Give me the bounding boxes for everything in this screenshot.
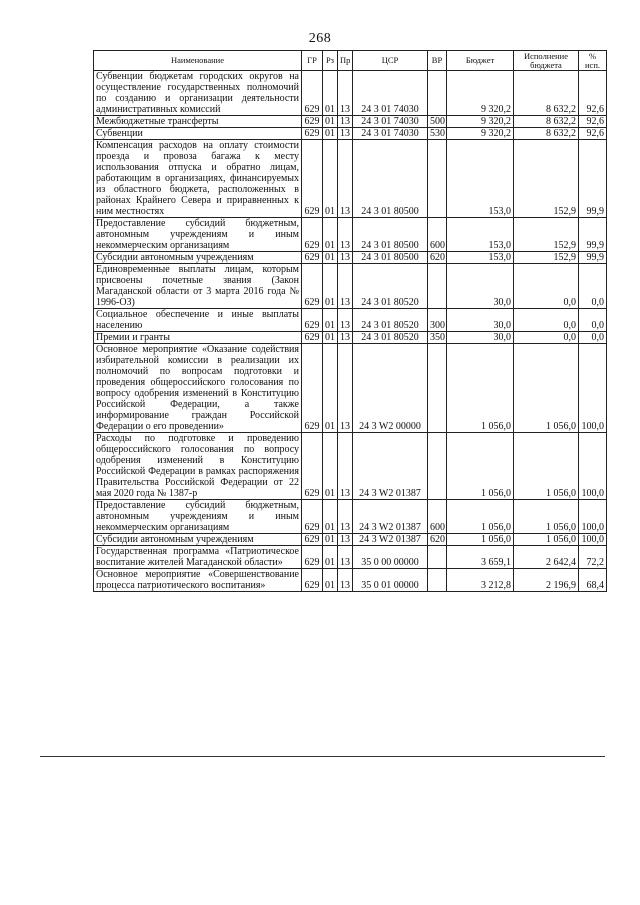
table-body xyxy=(94,71,607,592)
col-header-execution: Исполнение бюджета xyxy=(514,51,579,71)
cell-percent: 100,0 xyxy=(579,534,607,546)
cell-rz: 01 xyxy=(323,309,338,332)
cell-name: Премии и гранты xyxy=(94,332,302,344)
table-row xyxy=(94,546,607,569)
cell-csr: 24 3 W2 00000 xyxy=(353,344,428,433)
col-header-percent: % исп. xyxy=(579,51,607,71)
cell-pr: 13 xyxy=(338,128,353,140)
cell-rz: 01 xyxy=(323,569,338,592)
cell-name: Основное мероприятие «Совершенствование процесса патриотического воспитания» xyxy=(94,569,302,592)
cell-budget: 9 320,2 xyxy=(447,71,514,116)
cell-csr: 35 0 00 00000 xyxy=(353,546,428,569)
cell-pr: 13 xyxy=(338,569,353,592)
table-row xyxy=(94,344,607,433)
cell-name: Государственная программа «Патриотическое воспитание жителей Магаданской области» xyxy=(94,546,302,569)
cell-name: Предоставление субсидий бюджетным, автономным учреждениям и иным некоммерческим организациям xyxy=(94,218,302,252)
cell-budget: 1 056,0 xyxy=(447,534,514,546)
cell-gr: 629 xyxy=(302,500,323,534)
cell-percent: 72,2 xyxy=(579,546,607,569)
cell-gr: 629 xyxy=(302,252,323,264)
cell-rz: 01 xyxy=(323,71,338,116)
table-row xyxy=(94,534,607,546)
cell-gr: 629 xyxy=(302,140,323,218)
cell-csr: 24 3 01 80500 xyxy=(353,218,428,252)
cell-percent: 92,6 xyxy=(579,116,607,128)
cell-csr: 24 3 01 80500 xyxy=(353,252,428,264)
cell-pr: 13 xyxy=(338,140,353,218)
col-header-pr: Пр xyxy=(338,51,353,71)
cell-vr: 600 xyxy=(428,218,447,252)
cell-gr: 629 xyxy=(302,332,323,344)
cell-pr: 13 xyxy=(338,264,353,309)
cell-vr: 500 xyxy=(428,116,447,128)
cell-percent: 100,0 xyxy=(579,433,607,500)
cell-vr xyxy=(428,569,447,592)
col-header-vr: ВР xyxy=(428,51,447,71)
cell-percent: 92,6 xyxy=(579,71,607,116)
table-row xyxy=(94,218,607,252)
cell-execution: 8 632,2 xyxy=(514,116,579,128)
cell-execution: 8 632,2 xyxy=(514,128,579,140)
cell-pr: 13 xyxy=(338,500,353,534)
cell-vr xyxy=(428,344,447,433)
cell-gr: 629 xyxy=(302,116,323,128)
cell-gr: 629 xyxy=(302,264,323,309)
cell-rz: 01 xyxy=(323,252,338,264)
cell-rz: 01 xyxy=(323,332,338,344)
col-header-budget: Бюджет xyxy=(447,51,514,71)
col-header-rz: Рз xyxy=(323,51,338,71)
cell-name: Субвенции бюджетам городских округов на осуществление государственных полномочий по созданию и организации деятельности административных комиссий xyxy=(94,71,302,116)
cell-vr xyxy=(428,264,447,309)
table-row xyxy=(94,252,607,264)
cell-csr: 35 0 01 00000 xyxy=(353,569,428,592)
cell-gr: 629 xyxy=(302,309,323,332)
cell-rz: 01 xyxy=(323,128,338,140)
cell-vr: 620 xyxy=(428,534,447,546)
cell-percent: 0,0 xyxy=(579,332,607,344)
cell-gr: 629 xyxy=(302,344,323,433)
col-header-gr: ГР xyxy=(302,51,323,71)
cell-execution: 1 056,0 xyxy=(514,500,579,534)
cell-execution: 0,0 xyxy=(514,309,579,332)
col-header-csr: ЦСР xyxy=(353,51,428,71)
cell-rz: 01 xyxy=(323,500,338,534)
cell-execution: 1 056,0 xyxy=(514,344,579,433)
cell-execution: 152,9 xyxy=(514,140,579,218)
cell-vr: 620 xyxy=(428,252,447,264)
cell-csr: 24 3 W2 01387 xyxy=(353,534,428,546)
table-row xyxy=(94,433,607,500)
table-row xyxy=(94,140,607,218)
cell-gr: 629 xyxy=(302,71,323,116)
cell-vr xyxy=(428,546,447,569)
cell-execution: 0,0 xyxy=(514,264,579,309)
cell-name: Субсидии автономным учреждениям xyxy=(94,534,302,546)
cell-percent: 0,0 xyxy=(579,309,607,332)
cell-pr: 13 xyxy=(338,344,353,433)
table-row xyxy=(94,264,607,309)
cell-pr: 13 xyxy=(338,116,353,128)
cell-budget: 1 056,0 xyxy=(447,433,514,500)
cell-vr: 600 xyxy=(428,500,447,534)
cell-percent: 100,0 xyxy=(579,344,607,433)
cell-vr: 530 xyxy=(428,128,447,140)
cell-csr: 24 3 01 74030 xyxy=(353,128,428,140)
cell-budget: 9 320,2 xyxy=(447,116,514,128)
cell-pr: 13 xyxy=(338,71,353,116)
cell-csr: 24 3 01 80520 xyxy=(353,309,428,332)
cell-gr: 629 xyxy=(302,546,323,569)
table-row xyxy=(94,500,607,534)
cell-budget: 1 056,0 xyxy=(447,344,514,433)
cell-pr: 13 xyxy=(338,546,353,569)
cell-rz: 01 xyxy=(323,116,338,128)
cell-gr: 629 xyxy=(302,569,323,592)
footer-divider xyxy=(40,756,605,757)
cell-name: Межбюджетные трансферты xyxy=(94,116,302,128)
cell-rz: 01 xyxy=(323,218,338,252)
cell-csr: 24 3 W2 01387 xyxy=(353,433,428,500)
cell-vr: 300 xyxy=(428,309,447,332)
cell-name: Субсидии автономным учреждениям xyxy=(94,252,302,264)
cell-budget: 153,0 xyxy=(447,252,514,264)
cell-percent: 68,4 xyxy=(579,569,607,592)
cell-budget: 153,0 xyxy=(447,140,514,218)
cell-percent: 0,0 xyxy=(579,264,607,309)
cell-name: Расходы по подготовке и проведению общероссийского голосования по вопросу одобрения изменений в Конституцию Российской Федерации в рамках распоряжения Правительства Российской Федерации от 22 мая 2020 года № 1387-р xyxy=(94,433,302,500)
cell-percent: 99,9 xyxy=(579,252,607,264)
cell-percent: 100,0 xyxy=(579,500,607,534)
cell-budget: 3 212,8 xyxy=(447,569,514,592)
cell-name: Основное мероприятие «Оказание содействия избирательной комиссии в реализации их полномочий по вопросам подготовки и проведения общероссийского голосования по вопросу одобрения изменений в Конституцию Российской Федерации, а также информирование граждан Российской Федерации о его проведении» xyxy=(94,344,302,433)
cell-budget: 153,0 xyxy=(447,218,514,252)
cell-csr: 24 3 01 80520 xyxy=(353,332,428,344)
page-number: 268 xyxy=(308,31,332,46)
cell-percent: 99,9 xyxy=(579,140,607,218)
cell-budget: 3 659,1 xyxy=(447,546,514,569)
cell-vr xyxy=(428,433,447,500)
cell-csr: 24 3 01 74030 xyxy=(353,116,428,128)
cell-pr: 13 xyxy=(338,252,353,264)
cell-execution: 2 642,4 xyxy=(514,546,579,569)
table-row xyxy=(94,71,607,116)
cell-execution: 152,9 xyxy=(514,252,579,264)
cell-rz: 01 xyxy=(323,140,338,218)
cell-execution: 1 056,0 xyxy=(514,534,579,546)
table-row xyxy=(94,569,607,592)
cell-budget: 30,0 xyxy=(447,309,514,332)
cell-budget: 30,0 xyxy=(447,332,514,344)
budget-table xyxy=(93,50,607,592)
cell-vr xyxy=(428,140,447,218)
cell-execution: 2 196,9 xyxy=(514,569,579,592)
cell-pr: 13 xyxy=(338,218,353,252)
cell-budget: 9 320,2 xyxy=(447,128,514,140)
cell-csr: 24 3 01 80520 xyxy=(353,264,428,309)
cell-gr: 629 xyxy=(302,433,323,500)
cell-vr xyxy=(428,71,447,116)
cell-name: Субвенции xyxy=(94,128,302,140)
cell-execution: 152,9 xyxy=(514,218,579,252)
cell-rz: 01 xyxy=(323,534,338,546)
cell-rz: 01 xyxy=(323,264,338,309)
cell-gr: 629 xyxy=(302,128,323,140)
cell-name: Предоставление субсидий бюджетным, автономным учреждениям и иным некоммерческим организациям xyxy=(94,500,302,534)
cell-name: Компенсация расходов на оплату стоимости проезда и провоза багажа к месту использования отпуска и обратно лицам, работающим в организациях, финансируемых из областного бюджета, расположенных в районах Крайнего Севера и приравненных к ним местностях xyxy=(94,140,302,218)
table-row xyxy=(94,332,607,344)
cell-vr: 350 xyxy=(428,332,447,344)
cell-percent: 92,6 xyxy=(579,128,607,140)
cell-csr: 24 3 W2 01387 xyxy=(353,500,428,534)
cell-pr: 13 xyxy=(338,534,353,546)
cell-execution: 1 056,0 xyxy=(514,433,579,500)
table-header-row xyxy=(94,51,607,71)
cell-csr: 24 3 01 80500 xyxy=(353,140,428,218)
cell-csr: 24 3 01 74030 xyxy=(353,71,428,116)
cell-budget: 1 056,0 xyxy=(447,500,514,534)
cell-percent: 99,9 xyxy=(579,218,607,252)
cell-pr: 13 xyxy=(338,433,353,500)
table-row xyxy=(94,116,607,128)
cell-rz: 01 xyxy=(323,344,338,433)
cell-pr: 13 xyxy=(338,309,353,332)
cell-rz: 01 xyxy=(323,546,338,569)
cell-pr: 13 xyxy=(338,332,353,344)
cell-gr: 629 xyxy=(302,534,323,546)
cell-name: Социальное обеспечение и иные выплаты населению xyxy=(94,309,302,332)
cell-gr: 629 xyxy=(302,218,323,252)
cell-name: Единовременные выплаты лицам, которым присвоены почетные звания (Закон Магаданской области от 3 марта 2016 года № 1996-ОЗ) xyxy=(94,264,302,309)
cell-budget: 30,0 xyxy=(447,264,514,309)
cell-rz: 01 xyxy=(323,433,338,500)
table-row xyxy=(94,128,607,140)
table-row xyxy=(94,309,607,332)
cell-execution: 0,0 xyxy=(514,332,579,344)
cell-execution: 8 632,2 xyxy=(514,71,579,116)
col-header-name: Наименование xyxy=(94,51,302,71)
